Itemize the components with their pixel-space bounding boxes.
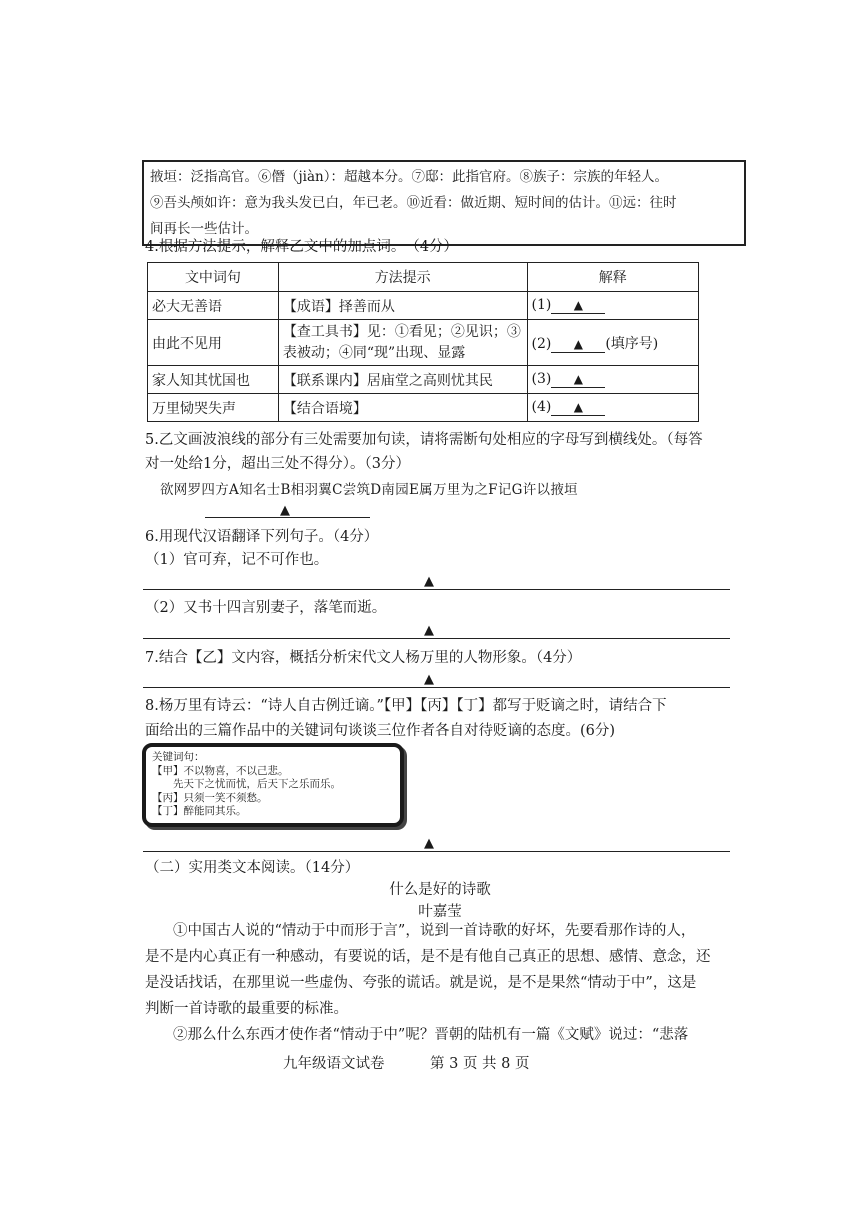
key-phrases-box bbox=[142, 743, 404, 827]
footer-page-number: 第 3 页 共 8 页 bbox=[430, 1056, 530, 1072]
answer-number: (2) bbox=[531, 335, 552, 352]
answer-note: (填序号) bbox=[605, 335, 659, 352]
answer-line[interactable] bbox=[143, 851, 730, 852]
triangle-icon: ▲ bbox=[573, 372, 583, 386]
triangle-icon: ▲ bbox=[573, 336, 583, 351]
question-7-title: 7.结合【乙】文内容，概括分析宋代文人杨万里的人物形象。（4分） bbox=[145, 650, 582, 666]
answer-number: (1) bbox=[531, 297, 552, 313]
triangle-icon: ▲ bbox=[280, 503, 290, 518]
word-cell: 家人知其忧国也 bbox=[148, 366, 279, 394]
article-author: 叶嘉莹 bbox=[418, 904, 462, 920]
paragraph-1-line-2: 是不是内心真正有一种感动，有要说的话，是不是有他自己真正的思想、感情、意念，还 bbox=[145, 949, 711, 965]
footnote-line-1: 掖垣：泛指高官。⑥僭（jiàn）：超越本分。⑦邸：此指官府。⑧族子：宗族的年轻人。 bbox=[150, 169, 668, 185]
answer-cell bbox=[527, 394, 699, 422]
question-6-title: 6.用现代汉语翻译下列句子。（4分） bbox=[145, 529, 379, 545]
article-title: 什么是好的诗歌 bbox=[389, 882, 491, 898]
method-hint-table bbox=[147, 262, 699, 422]
triangle-icon: ▲ bbox=[424, 672, 434, 687]
key-phrases-title: 关键词句： bbox=[152, 751, 205, 763]
paragraph-1-line-1: ①中国古人说的“情动于中而形于言”，说到一首诗歌的好坏，先要看那作诗的人， bbox=[173, 923, 696, 939]
table-header: 方法提示 bbox=[278, 263, 527, 292]
footnote-line-2: ⑨吾头颅如许：意为我头发已白，年已老。⑩近看：做近期、短时间的估计。⑪远：往时 bbox=[150, 195, 677, 211]
hint-cell: 【查工具书】见：①看见；②见识；③表被动；④同“现”出现、显露 bbox=[278, 320, 527, 366]
triangle-icon: ▲ bbox=[424, 836, 434, 851]
hint-cell: 【成语】择善而从 bbox=[278, 292, 527, 320]
paragraph-1-line-3: 是没话找话，在那里说一些虚伪、夸张的谎话。就是说，是不是果然“情动于中”，这是 bbox=[145, 975, 697, 991]
table-row bbox=[148, 292, 699, 320]
question-8-title bbox=[145, 694, 667, 744]
word-cell: 由此不见用 bbox=[148, 320, 279, 366]
key-phrase-bing: 【丙】只须一笑不须愁。 bbox=[152, 791, 268, 804]
question-5-passage: 欲网罗四方A知名士B相羽翼C尝筑D南园E属万里为之F记G许以掖垣 bbox=[160, 482, 578, 498]
triangle-icon: ▲ bbox=[573, 298, 583, 312]
word-cell: 万里恸哭失声 bbox=[148, 394, 279, 422]
question-5-title bbox=[145, 428, 703, 476]
answer-blank[interactable] bbox=[551, 399, 605, 416]
word-cell: 必大无善语 bbox=[148, 292, 279, 320]
footer-exam-name: 九年级语文试卷 bbox=[283, 1056, 385, 1072]
question-5-line-1: 5.乙文画波浪线的部分有三处需要加句读，请将需断句处相应的字母写到横线处。（每答 bbox=[145, 432, 703, 448]
question-5-line-2: 对一处给1分，超出三处不得分）。（3分） bbox=[145, 456, 410, 472]
key-phrase-ding: 【丁】醉能同其乐。 bbox=[152, 805, 247, 817]
table-header-row bbox=[148, 263, 699, 292]
answer-cell bbox=[527, 292, 699, 320]
triangle-icon: ▲ bbox=[424, 623, 434, 638]
footnote-line-3: 间再长一些估计。 bbox=[150, 221, 258, 237]
answer-line[interactable] bbox=[143, 638, 730, 639]
triangle-icon: ▲ bbox=[424, 574, 434, 589]
question-4-title: 4.根据方法提示，解释乙文中的加点词。 （4分） bbox=[145, 239, 459, 255]
triangle-icon: ▲ bbox=[573, 400, 583, 414]
answer-number: (3) bbox=[531, 371, 552, 387]
table-row bbox=[148, 320, 699, 366]
footnotes-box bbox=[142, 160, 746, 246]
answer-line[interactable] bbox=[143, 589, 730, 590]
hint-cell: 【结合语境】 bbox=[278, 394, 527, 422]
article-body bbox=[145, 918, 735, 1048]
hint-cell: 【联系课内】居庙堂之高则忧其民 bbox=[278, 366, 527, 394]
answer-blank[interactable] bbox=[551, 336, 605, 353]
table-row bbox=[148, 394, 699, 422]
answer-blank[interactable] bbox=[551, 297, 605, 314]
table-header: 文中词句 bbox=[148, 263, 279, 292]
section-2-title: （二）实用类文本阅读。（14分） bbox=[145, 860, 360, 876]
table-header: 解释 bbox=[527, 263, 699, 292]
question-6-sentence-2: （2）又书十四言别妻子，落笔而逝。 bbox=[145, 600, 387, 616]
question-8-line-1: 8.杨万里有诗云：“诗人自古例迁谪。”【甲】【丙】【丁】都写于贬谪之时，请结合下 bbox=[145, 698, 667, 714]
answer-number: (4) bbox=[531, 399, 552, 415]
answer-cell bbox=[527, 366, 699, 394]
key-phrase-jia-2: 先天下之忧而忧，后天下之乐而乐。 bbox=[152, 778, 341, 790]
key-phrase-jia: 【甲】不以物喜，不以己悲。 bbox=[152, 764, 289, 777]
answer-cell bbox=[527, 320, 699, 366]
paragraph-1-line-4: 判断一首诗歌的最重要的标准。 bbox=[145, 1001, 348, 1017]
question-6-sentence-1: （1）官可弃，记不可作也。 bbox=[145, 552, 329, 568]
paragraph-2-line-1: ②那么什么东西才使作者“情动于中”呢？晋朝的陆机有一篇《文赋》说过：“悲落 bbox=[173, 1027, 689, 1043]
answer-blank[interactable] bbox=[551, 371, 605, 388]
question-8-line-2: 面给出的三篇作品中的关键词句谈谈三位作者各自对待贬谪的态度。(6分) bbox=[145, 723, 616, 739]
table-row bbox=[148, 366, 699, 394]
answer-line[interactable] bbox=[143, 687, 730, 688]
